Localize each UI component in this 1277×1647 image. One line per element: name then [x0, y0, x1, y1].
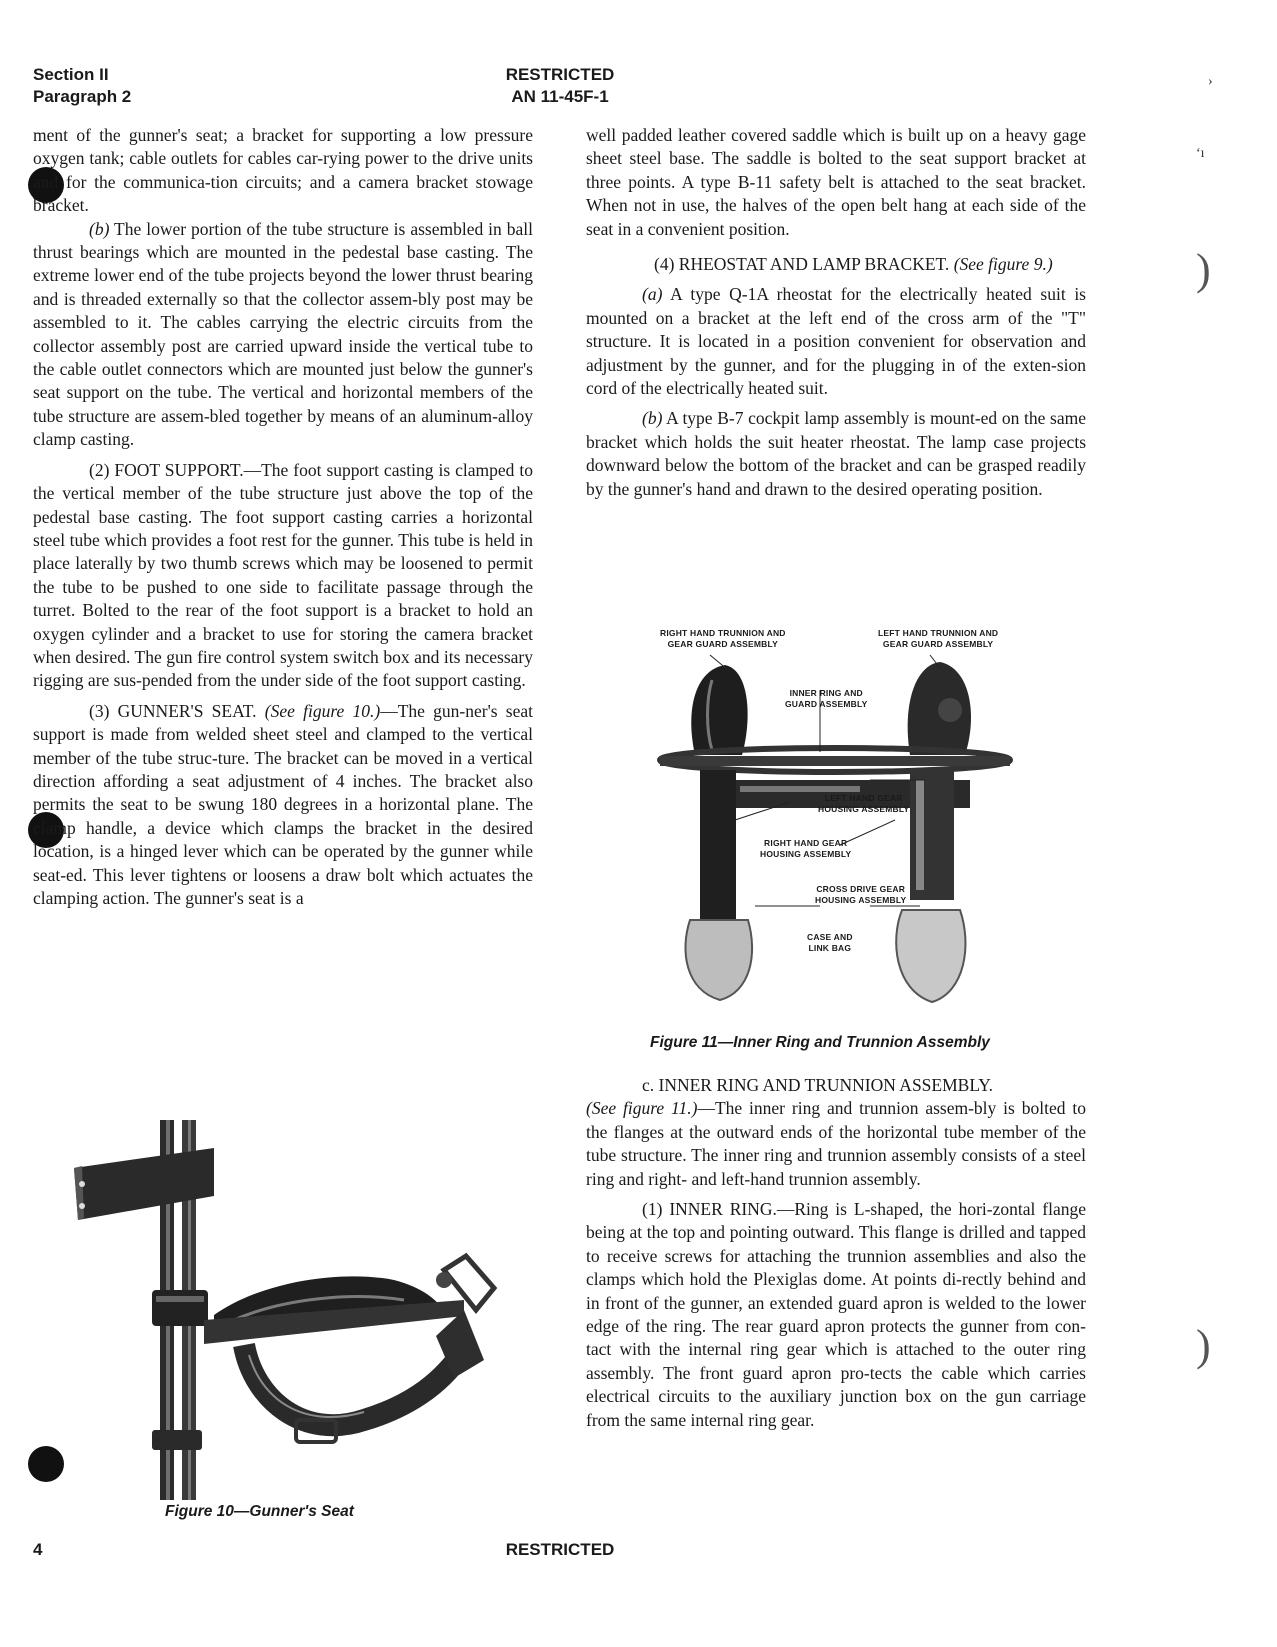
- figure-10-caption: Figure 10—Gunner's Seat: [165, 1503, 354, 1520]
- gunners-seat-illustration: [64, 1120, 514, 1500]
- label-left-gear-housing: LEFT HAND GEAR HOUSING ASSEMBLY: [818, 793, 910, 814]
- figure-10-image: [64, 1120, 514, 1500]
- paragraph-inner-ring: (1) INNER RING.—Ring is L-shaped, the hori-zontal flange being at the top and pointing outward. This flange is drilled and tapped to receive screws for attaching the trunnion assemblies and also the clamps which hold the Plexiglas dome. At points di-rectly behind and in front of the gunner, an extended guard apron is welded to the lower edge of the ring. The rear guard apron protects the gunner from con-tact with the internal ring gear which is attached to the outer ring assembly. The front guard apron pro-tects the cable which carries electrical circuits to the auxiliary junction box on the gun carriage from the same internal ring gear.: [586, 1199, 1086, 1430]
- figure-11-image: [640, 620, 1060, 1020]
- heading-inner-ring-trunnion: c. INNER RING AND TRUNNION ASSEMBLY.: [642, 1075, 994, 1095]
- paragraph-text: (b) The lower portion of the tube structure is assembled in ball thrust bearings which are mounted in the pedestal base casting. The extreme lower end of the tube projects beyond the lower thrust bearing and is threaded externally so that the collector assem-bly post may be assembled to it. The cables carrying the electric circuits from the collector assembly post are carried upward inside the vertical tube to the cable outlet connectors which are mounted just below the gunner's seat support on the tube. The vertical and horizontal members of the tube structure are assem-bled together by means of an aluminum-alloy clamp casting.: [33, 218, 533, 450]
- inner-ring-illustration: [640, 620, 1060, 1020]
- label-left-trunnion: LEFT HAND TRUNNION AND GEAR GUARD ASSEMBLY: [878, 628, 999, 649]
- paragraph-text: well padded leather covered saddle which is built up on a heavy gage sheet steel base. The saddle is bolted to the seat support bracket at three points. A type B-11 safety belt is attached to the seat bracket. When not in use, the halves of the open belt hang at each side of the seat in a convenient position.: [586, 125, 1086, 239]
- right-column-lower: [586, 1074, 1086, 1432]
- label-right-gear-housing: RIGHT HAND GEAR HOUSING ASSEMBLY: [760, 838, 852, 859]
- label-right-trunnion: RIGHT HAND TRUNNION AND GEAR GUARD ASSEMBLY: [660, 628, 786, 649]
- heading-rheostat: (4) RHEOSTAT AND LAMP BRACKET. (See figure 9.): [654, 254, 1053, 275]
- page-number: 4: [33, 1540, 43, 1559]
- figure-11-caption: Figure 11—Inner Ring and Trunnion Assembly: [650, 1034, 990, 1051]
- paragraph-text: (a) A type Q-1A rheostat for the electrically heated suit is mounted on a bracket at the left end of the cross arm of the "T" structure. It is located in a position convenient for observation and adjustment by the gunner, and for the plugging in of the exten-sion cord of the electrically heated suit.: [586, 284, 1086, 399]
- label-cross-drive-gear: CROSS DRIVE GEAR HOUSING ASSEMBLY: [815, 884, 907, 905]
- header-section: [33, 64, 131, 108]
- binder-hole-bottom: [28, 1446, 64, 1482]
- paragraph-foot-support: (2) FOOT SUPPORT.—The foot support casting is clamped to the vertical member of the tube structure just above the top of the pedestal base casting. The foot support casting carries a horizontal steel tube which provides a foot rest for the gunner. This tube is held in place laterally by two thumb screws which may be loosened to permit the tube to be pushed to one side to facilitate passage through the turret. Bolted to the rear of the foot support is a bracket to hold an oxygen cylinder and a bracket to use for storing the camera bracket when desired. The gun fire control system switch box and its necessary rigging are sus-pended from the under side of the foot support casting.: [33, 459, 533, 691]
- margin-mark: ): [1196, 245, 1211, 294]
- left-column: [33, 124, 533, 910]
- label-case-link-bag: CASE AND LINK BAG: [807, 932, 853, 953]
- label-inner-ring: INNER RING AND GUARD ASSEMBLY: [785, 688, 868, 709]
- restricted-mark-top: RESTRICTED: [505, 65, 615, 84]
- paragraph-gunners-seat: (3) GUNNER'S SEAT. (See figure 10.)—The gun-ner's seat support is made from welded sheet steel and clamped to the vertical member of the tube struc-ture. The bracket can be moved in a vertical direction affording a seat adjustment of 4 inches. The bracket also permits the seat to be swung 180 degrees in a horizontal plane. The clamp handle, a device which clamps the bracket in the desired location, is a hinged lever which can be operated by the gunner while seat-ed. This lever tightens or loosens a draw bolt which actuates the clamping action. The gunner's seat is a: [33, 700, 533, 908]
- document-number: AN 11-45F-1: [511, 87, 609, 106]
- margin-mark: ): [1196, 1321, 1211, 1370]
- section-label: Section II: [33, 65, 109, 84]
- paragraph-text: (b) A type B-7 cockpit lamp assembly is mount-ed on the same bracket which holds the suit heater rheostat. The lamp case projects downward below the bottom of the bracket and can be grasped readily by the gunner's hand and drawn to the desired operating position.: [586, 408, 1086, 499]
- paragraph-label: Paragraph 2: [33, 87, 132, 106]
- paragraph-text: ment of the gunner's seat; a bracket for supporting a low pressure oxygen tank; cable outlets for cables car-rying power to the drive units and for the communica-tion circuits; and a camera bracket stowage bracket.: [33, 125, 533, 216]
- margin-mark: ‘ı: [1196, 146, 1205, 161]
- restricted-mark-bottom: RESTRICTED: [505, 1540, 615, 1559]
- margin-mark: ›: [1208, 74, 1213, 89]
- right-column: [586, 124, 1086, 501]
- paragraph-text: (See figure 11.)—The inner ring and trunnion assem-bly is bolted to the flanges at the outward ends of the horizontal tube member of the tube structure. The inner ring and trunnion assembly consists of a steel ring and right- and left-hand trunnion assembly.: [586, 1098, 1086, 1189]
- header-center: [420, 64, 700, 108]
